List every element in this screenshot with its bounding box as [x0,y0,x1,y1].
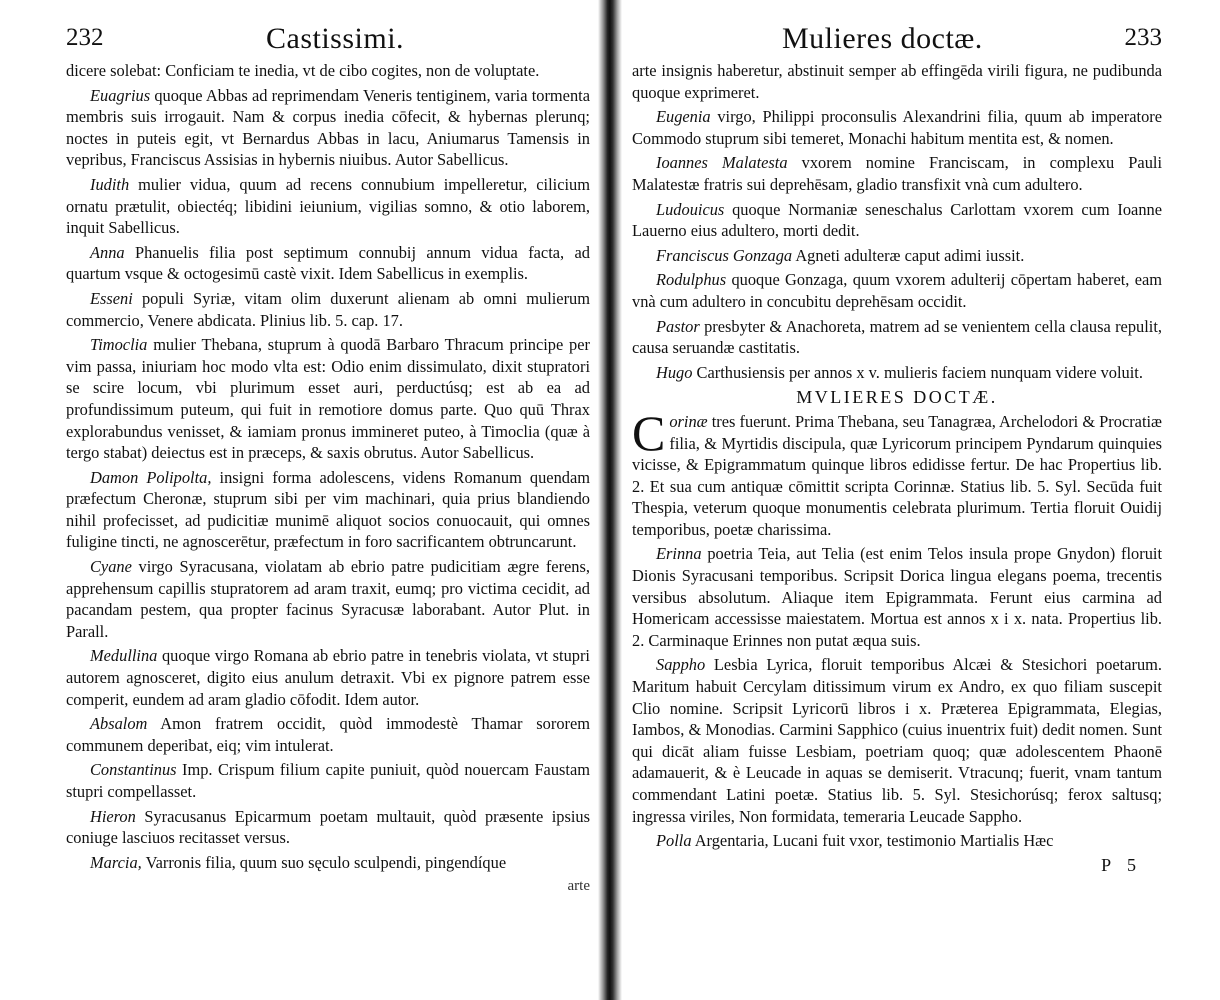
paragraph [632,199,1162,242]
paragraph [66,713,590,756]
entry-text: Phanuelis filia post septimum connubij annum vidua facta, ad quartum vsque & octogesimū castè vixit. Idem Sabellicus in exemplis. [66,242,590,284]
entry-name: Ioannes Malatesta [656,153,788,173]
paragraph [66,242,590,285]
paragraph [66,806,590,849]
entry-name: Erinna [656,544,702,564]
entry-name: Hugo [656,362,693,382]
entry-name: Hieron [90,806,136,826]
entry-text: Amon fratrem occidit, quòd immodestè Thamar sororem communem deperibat, eiq; vim intulerat. [66,714,590,755]
signature-mark: P 5 [1101,854,1142,875]
entry-name: Esseni [90,288,133,308]
entry-text: poetria Teia, aut Telia (est enim Telos insula prope Gnydon) floruit Dionis Syracusani temporibus. Scripsit Dorica lingua elegans poema, trecentis versibus absolutum. Aliaque item Epigrammata. Ferunt eius carmina ad Homericam accessisse maiestatem. Mortua est annos x i x. nata. Propertius lib. 2. Carminaque Erinnes non putat æqua suis. [632,544,1162,650]
entry-text: vxorem nomine Franciscam, in complexu Pauli Malatestæ fratris sui deprehēsam, gladio transfixit vnà cum adultero. [632,153,1162,194]
right-page [622,0,1220,1000]
section-heading: MVLIERES DOCTÆ. [796,387,998,408]
paragraph [632,106,1162,149]
drop-cap: C [632,404,666,461]
catchword: arte [567,878,590,895]
entry-name: Cyane [90,557,132,577]
paragraph [632,316,1162,359]
entry-text: quoque Abbas ad reprimendam Veneris tentiginem, varia tormenta membris suis irrogauit. Nam & corpus inedia cōfecit, & hybernas plerunq; noctes in puteis egit, vt Bernardus Abbas in lacu, Aniumarus Tamensis in vepribus, Franciscus Assisias in hybernis niuibus. Autor Sabellicus. [66,85,590,170]
entry-name: Marcia, [90,852,142,872]
right-text-block [632,60,1162,876]
right-running-title: Mulieres doctæ. [782,22,983,55]
entry-name: Franciscus Gonzaga [656,245,793,265]
entry-text: Carthusiensis per annos x v. mulieris faciem nunquam videre voluit. [696,362,1143,382]
left-running-title: Castissimi. [266,22,405,55]
paragraph [66,852,590,874]
entry-text: Imp. Crispum filium capite puniuit, quòd nouercam Faustam stupri compellasset. [66,760,590,801]
paragraph [66,60,590,82]
entry-text: insigni forma adolescens, videns Romanum quendam præfectum Cheronæ, stuprum sibi per vim machinari, quia prius blandiendo nihil profecisset, ad pudicitiæ munimē aliquot socios conuocauit, qui omnes fuligine tincti, ne agnoscerētur, præfectum in foro sacrificantem obtruncarunt. [66,467,590,552]
entry-text: Argentaria, Lucani fuit vxor, testimonio Martialis Hæc [694,831,1054,851]
paragraph [66,467,590,553]
entry-name: Medullina [90,646,158,666]
paragraph [632,269,1162,312]
entry-name: Pastor [656,316,700,336]
right-page-number: 233 [1124,24,1162,51]
paragraph [66,174,590,239]
paragraph [632,543,1162,651]
entry-text: quoque Gonzaga, quum vxorem adulterij cōpertam haberet, eam vnà cum adultero in concubitu deprehēsam occidit. [632,270,1162,311]
entry-name: Ludouicus [656,199,725,219]
entry-text: tres fuerunt. Prima Thebana, seu Tanagræa, Archelodori & Procratiæ filia, & Myrtidis discipula, quæ Lyricorum principem Pyndarum quinquies vicisse, & Epigrammatum quinque libros edidisse fertur. De hac Propertius lib. 2. Et sua cum antiquæ cōmittit scripta Corinnæ. Statius lib. 5. Syl. Secūda fuit Thespia, veterum quoque monumentis celebrata plurimum. Tertia floruit Ouidij temporibus, poetæ charissima. [632,411,1162,539]
entry-text: Syracusanus Epicarmum poetam multauit, quòd præsente ipsius coniuge lasciuos recitasset versus. [66,806,590,848]
entry-name: Absalom [90,714,148,734]
paragraph [66,85,590,171]
entry-text: Lesbia Lyrica, floruit temporibus Alcæi & Stesichori poetarum. Maritum habuit Cercylam ditissimum virum ex Andro, ex quo filiam suscepit Clio nomine. Scripsit Lyricorū libros i x. Præterea Epigrammata, Elegias, Iambos, & Monodias. Carmini Sapphico (cuius inuentrix fuit) dedit nomen. Sunt qui dicāt aliam fuisse Lesbiam, poetriam quoq; quæ adolescentem Phaonē adamauerit, & è Leucade in aquas se demiserit. Vtracunq; fuerit, vnam tantum commendant Latini poetæ. Statius lib. 5. Syl. Stesichorúsq; ferox saltusq; ingressa viriles, Non formidata, temeraria Leucade Sappho. [632,655,1162,826]
entry-name: Iudith [90,174,130,194]
left-page [0,0,598,1000]
entry-name: Euagrius [90,85,151,105]
entry-name: Timoclia [90,335,148,355]
entry-name: orinæ [669,411,708,431]
paragraph [632,362,1162,384]
entry-text: quoque Normaniæ seneschalus Carlottam vxorem cum Ioanne Lauerno eius adultero, morti dedit. [632,199,1162,241]
entry-name: Sappho [656,655,706,675]
left-running-head [66,24,590,60]
paragraph [632,830,1162,852]
entry-name: Damon Polipolta, [90,467,212,487]
entry-text: mulier Thebana, stuprum à quodā Barbaro Thracum principe per vim passa, iniuriam hoc modo vlta est: Odio enim dissimulato, dixit stupratori se scire locum, vbi plurimum esset auri, perductúsq; est ab ea ad profundissimum puteum, qui fuit in remotiore domus parte. Quo quū Thrax explorabundus venisset, & iamiam pronus immineret puteo, à Timoclia (quæ à tergo stabat) deiectus est in præceps, & saxis obrutus. Autor Sabellicus. [66,335,590,463]
left-page-number: 232 [66,24,104,51]
book-gutter [598,0,622,1000]
entry-text: virgo Syracusana, violatam ab ebrio patre pudicitiam ægre ferens, apprehensum capillis stupratorem ad aram traxit, eumq; pro victima cecidit, ad pacandam pestem, qua propter facinus Syracusæ laborabant. Autor Plut. in Parall. [66,557,590,641]
entry-text: quoque virgo Romana ab ebrio patre in tenebris violata, vt stupri autorem agnosceret, digito eius anulum detraxit. Vbi ex pignore patrem esse comperit, eundem ad aram gladio cōfodit. Idem autor. [66,646,590,709]
entry-name: Constantinus [90,760,177,780]
paragraph [66,288,590,331]
paragraph [632,60,1162,103]
entry-text: arte insignis haberetur, abstinuit semper ab effingēda virili figura, ne pudibunda quoque exprimeret. [632,61,1162,102]
paragraph [66,645,590,710]
left-text-block [66,60,590,898]
entry-text: dicere solebat: Conficiam te inedia, vt de cibo cogites, non de voluptate. [66,61,540,80]
entry-text: virgo, Philippi proconsulis Alexandrini filia, quum ab imperatore Commodo stuprum sibi temeret, Monachi habitum mentita est, & nomen. [632,107,1162,148]
entry-text: mulier vidua, quum ad recens connubium impelleretur, cilicium ornatu prætulit, obiectéq; libidini ieiunium, vigilias somno, & otio laborem, inquit Sabellicus. [66,174,590,238]
entry-text: presbyter & Anachoreta, matrem ad se venientem cella clausa repulit, causa seruandæ castitatis. [632,316,1162,358]
entry-text: Agneti adulteræ caput adimi iussit. [795,245,1025,265]
paragraph [66,556,590,642]
entry-text: Varronis filia, quum suo sęculo sculpendi, pingendíque [145,852,507,872]
paragraph [66,334,590,464]
paragraph [632,152,1162,195]
paragraph [66,759,590,802]
right-running-head [632,24,1162,60]
entry-name: Rodulphus [656,270,727,290]
entry-name: Eugenia [656,107,711,127]
paragraph [632,404,1162,541]
entry-name: Polla [656,831,692,851]
paragraph [632,245,1162,267]
paragraph [632,654,1162,827]
entry-name: Anna [90,242,125,262]
entry-text: populi Syriæ, vitam olim duxerunt alienam ab omni mulierum commercio, Venere abdicata. Plinius lib. 5. cap. 17. [66,288,590,330]
